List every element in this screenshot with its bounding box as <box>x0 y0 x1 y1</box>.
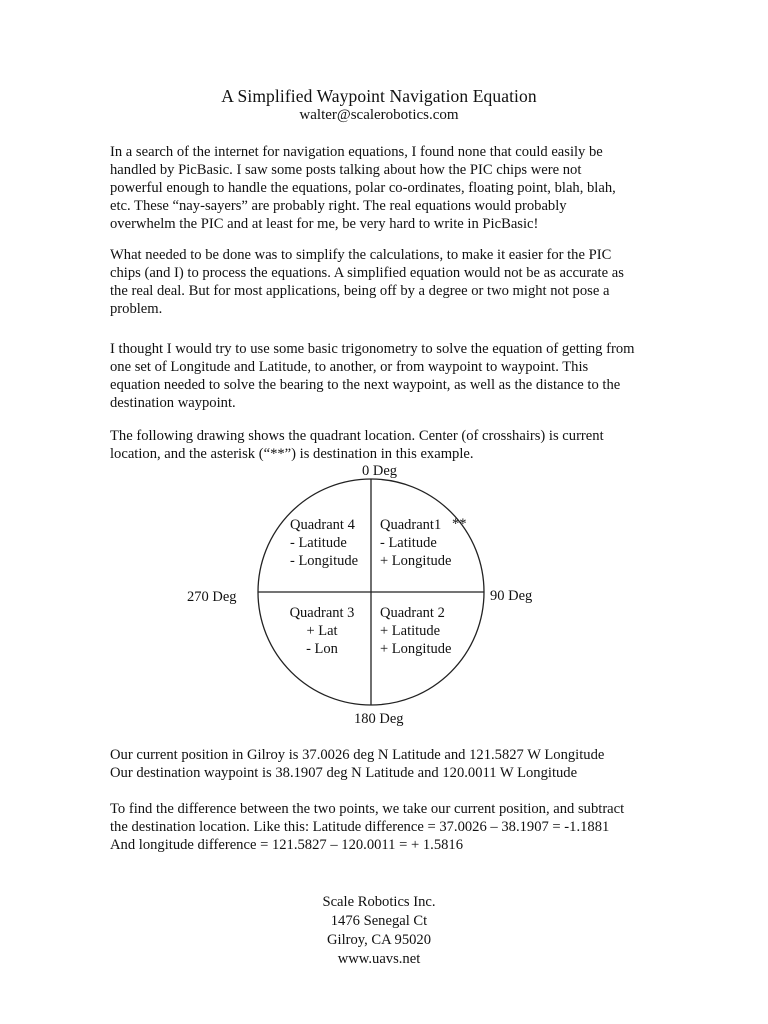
company-city: Gilroy, CA 95020 <box>326 932 432 948</box>
document-title: A Simplified Waypoint Navigation Equation <box>221 86 537 106</box>
quadrant-3-label <box>287 604 357 658</box>
company-website: www.uavs.net <box>337 951 421 967</box>
quadrant-3-title: Quadrant 3 <box>289 605 355 621</box>
author-email: walter@scalerobotics.com <box>299 107 459 123</box>
quadrant-2-latitude: + Latitude <box>380 623 441 639</box>
paragraph-positions <box>110 746 670 782</box>
text-line: And longitude difference = 121.5827 – 120.0011 = + 1.5816 <box>110 837 464 853</box>
text-line: overwhelm the PIC and at least for me, be very hard to write in PicBasic! <box>110 216 539 232</box>
text-line: I thought I would try to use some basic trigonometry to solve the equation of getting from <box>110 341 635 357</box>
company-name: Scale Robotics Inc. <box>322 894 436 910</box>
quadrant-1-latitude: - Latitude <box>380 535 437 551</box>
text-line: the destination location. Like this: Latitude difference = 37.0026 – 38.1907 = -1.1881 <box>110 819 610 835</box>
quadrant-3-latitude: + Lat <box>306 623 338 639</box>
text-line: location, and the asterisk (“**”) is destination in this example. <box>110 446 474 462</box>
text-line: What needed to be done was to simplify the calculations, to make it easier for the PIC <box>110 247 612 263</box>
label-270-deg: 270 Deg <box>187 589 237 605</box>
text-line: In a search of the internet for navigation equations, I found none that could easily be <box>110 144 603 160</box>
quadrant-4-title: Quadrant 4 <box>290 517 355 533</box>
quadrant-2-title: Quadrant 2 <box>380 605 445 621</box>
quadrant-4-longitude: - Longitude <box>290 553 359 569</box>
text-line: Our current position in Gilroy is 37.0026 deg N Latitude and 121.5827 W Longitude <box>110 747 605 763</box>
quadrant-4-label <box>290 516 358 570</box>
text-line: one set of Longitude and Latitude, to another, or from waypoint to waypoint. This <box>110 359 589 375</box>
destination-asterisk: ** <box>452 516 467 532</box>
text-line: handled by PicBasic. I saw some posts talking about how the PIC chips were not <box>110 162 582 178</box>
text-line: The following drawing shows the quadrant location. Center (of crosshairs) is current <box>110 428 604 444</box>
text-line: the real deal. But for most applications, being off by a degree or two might not pose a <box>110 283 610 299</box>
label-90-deg: 90 Deg <box>490 588 533 604</box>
text-line: Our destination waypoint is 38.1907 deg N Latitude and 120.0011 W Longitude <box>110 765 578 781</box>
quadrant-2-label <box>380 604 451 658</box>
quadrant-1-longitude: + Longitude <box>380 553 452 569</box>
quadrant-1-label <box>380 516 451 570</box>
label-0-deg: 0 Deg <box>362 463 398 479</box>
text-line: etc. These “nay-sayers” are probably right. The real equations would probably <box>110 198 567 214</box>
quadrant-4-latitude: - Latitude <box>290 535 347 551</box>
paragraph-difference <box>110 800 670 854</box>
text-line: equation needed to solve the bearing to the next waypoint, as well as the distance to the <box>110 377 621 393</box>
quadrant-3-longitude: - Lon <box>306 641 338 657</box>
text-line: problem. <box>110 301 163 317</box>
text-line: To find the difference between the two points, we take our current position, and subtract <box>110 801 625 817</box>
label-180-deg: 180 Deg <box>354 711 404 727</box>
quadrant-1-title: Quadrant1 <box>380 517 442 533</box>
company-street: 1476 Senegal Ct <box>330 913 428 929</box>
text-line: chips (and I) to process the equations. A simplified equation would not be as accurate as <box>110 265 624 281</box>
text-line: destination waypoint. <box>110 395 236 411</box>
company-address <box>0 893 758 969</box>
quadrant-2-longitude: + Longitude <box>380 641 452 657</box>
text-line: powerful enough to handle the equations, polar co-ordinates, floating point, blah, blah, <box>110 180 616 196</box>
